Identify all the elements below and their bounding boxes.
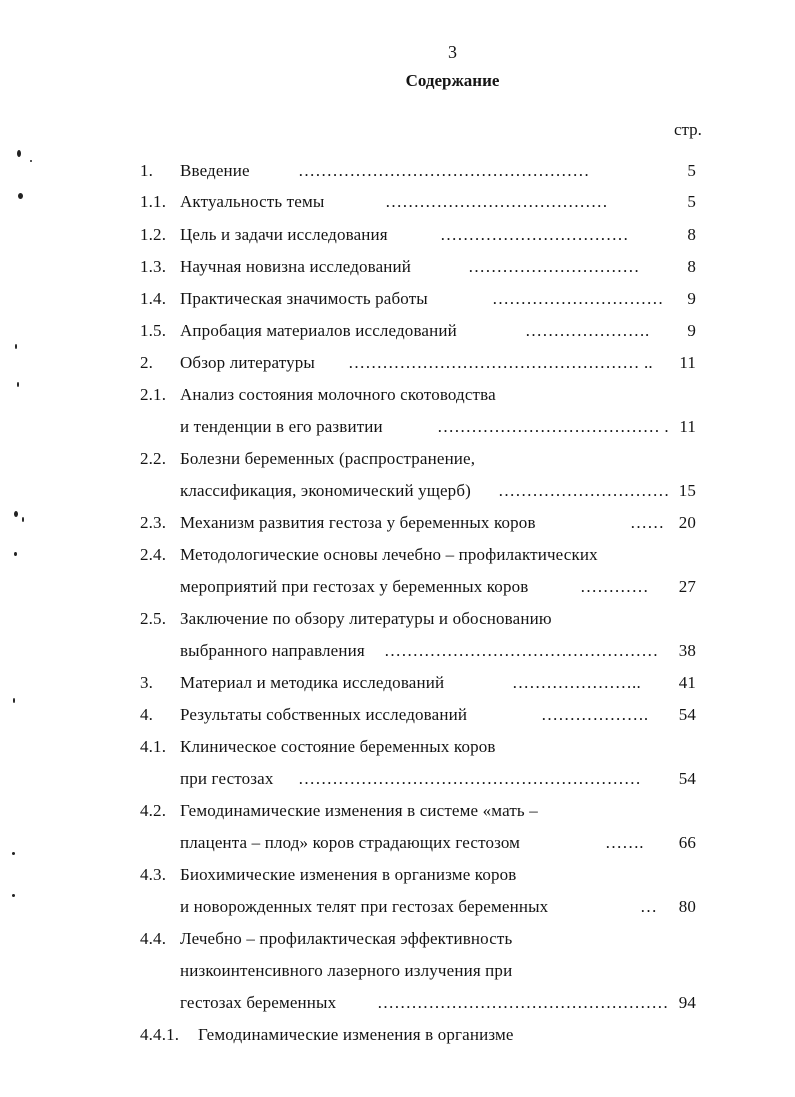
toc-title: Механизм развития гестоза у беременных коров [180,513,536,532]
page-column-label: стр. [674,120,702,139]
toc-title: Клиническое состояние беременных коров [180,737,496,756]
toc-number: 3. [140,673,154,692]
toc-number: 2. [140,353,154,372]
toc-number: 2.1. [140,385,167,404]
toc-page: 15 [678,481,696,500]
toc-title-continued: и новорожденных телят при гестозах беременных [180,897,549,916]
toc-title: Апробация материалов исследований [180,321,457,340]
toc-page: 11 [679,417,696,436]
toc-title: Болезни беременных (распространение, [180,449,476,468]
toc-title: Введение [180,161,250,180]
toc-leader: ………………………… [498,481,670,500]
toc-page: 66 [678,833,696,852]
toc-page: 9 [687,289,696,308]
toc-number: 2.2. [140,449,167,468]
toc-leader: ………………………………………… [384,641,659,660]
toc-page: 5 [687,192,696,211]
toc-page: 8 [687,257,696,276]
toc-number: 1.3. [140,257,167,276]
toc-number: 4.3. [140,865,167,884]
toc-title: Обзор литературы [180,353,315,372]
toc-title: Материал и методика исследований [180,673,445,692]
toc-leader: …………………. [525,321,650,340]
toc-leader: …………………………………………………… [298,769,641,788]
toc-title: Биохимические изменения в организме коров [180,865,517,884]
toc-number: 2.4. [140,545,167,564]
toc-title: Актуальность темы [180,192,325,211]
toc-leader: …………………………………………… [298,161,590,180]
toc-leader: ………………. [541,705,649,724]
toc-leader: ………………….. [512,673,641,692]
page-number: 3 [448,42,457,62]
toc-number: 1.1. [140,192,167,211]
toc-title-continued: мероприятий при гестозах у беременных коров [180,577,529,596]
toc-title: Гемодинамические изменения в системе «мать – [180,801,538,820]
toc-page: 38 [678,641,696,660]
toc-number: 1.5. [140,321,167,340]
toc-title: Методологические основы лечебно – профилактических [180,545,598,564]
toc-page: 41 [678,673,696,692]
toc-leader: …………………………………………… .. [348,353,653,372]
toc-page: 11 [679,353,696,372]
toc-title: Цель и задачи исследования [180,225,388,244]
toc-number: 4.1. [140,737,167,756]
toc-leader: ………… [580,577,649,596]
toc-title-continued: низкоинтенсивного лазерного излучения при [180,961,513,980]
toc-title: Анализ состояния молочного скотоводства [180,385,496,404]
toc-page: 9 [687,321,696,340]
toc-page: 54 [678,769,696,788]
page-title: Содержание [405,71,500,90]
toc-page: 20 [678,513,696,532]
toc-page: 5 [687,161,696,180]
toc-leader: …………………………… [440,225,629,244]
toc-leader: ………………………………… . [437,417,669,436]
toc-leader: ………………………… [492,289,664,308]
toc-number: 4.2. [140,801,167,820]
toc-leader: ………………………………… [385,192,608,211]
toc-title-continued: и тенденции в его развитии [180,417,383,436]
toc-number: 4.4.1. [140,1025,180,1044]
toc-title: Заключение по обзору литературы и обоснованию [180,609,552,628]
toc-page: 54 [678,705,696,724]
toc-title-continued: выбранного направления [180,641,365,660]
toc-title-continued: при гестозах [180,769,274,788]
toc-leader: …………………………………………… [377,993,669,1012]
toc-page: 94 [678,993,696,1012]
toc-number: 1.4. [140,289,167,308]
toc-leader: … [640,897,658,916]
toc-leader: …… [630,513,665,532]
toc-title-continued: гестозах беременных [180,993,337,1012]
toc-page: 8 [687,225,696,244]
toc-title-continued: классификация, экономический ущерб) [180,481,471,500]
toc-number: 1. [140,161,154,180]
toc-leader: ………………………… [468,257,640,276]
toc-title: Практическая значимость работы [180,289,428,308]
toc-number: 2.3. [140,513,167,532]
toc-title: Результаты собственных исследований [180,705,468,724]
toc-page: 27 [678,577,696,596]
toc-title: Научная новизна исследований [180,257,412,276]
toc-title-continued: плацента – плод» коров страдающих гестозом [180,833,521,852]
toc-number: 4. [140,705,154,724]
toc-leader: ……. [605,833,644,852]
toc-title: Гемодинамические изменения в организме [198,1025,514,1044]
toc-number: 2.5. [140,609,167,628]
toc-page: 80 [678,897,696,916]
toc-number: 1.2. [140,225,167,244]
toc-title: Лечебно – профилактическая эффективность [180,929,513,948]
toc-number: 4.4. [140,929,167,948]
